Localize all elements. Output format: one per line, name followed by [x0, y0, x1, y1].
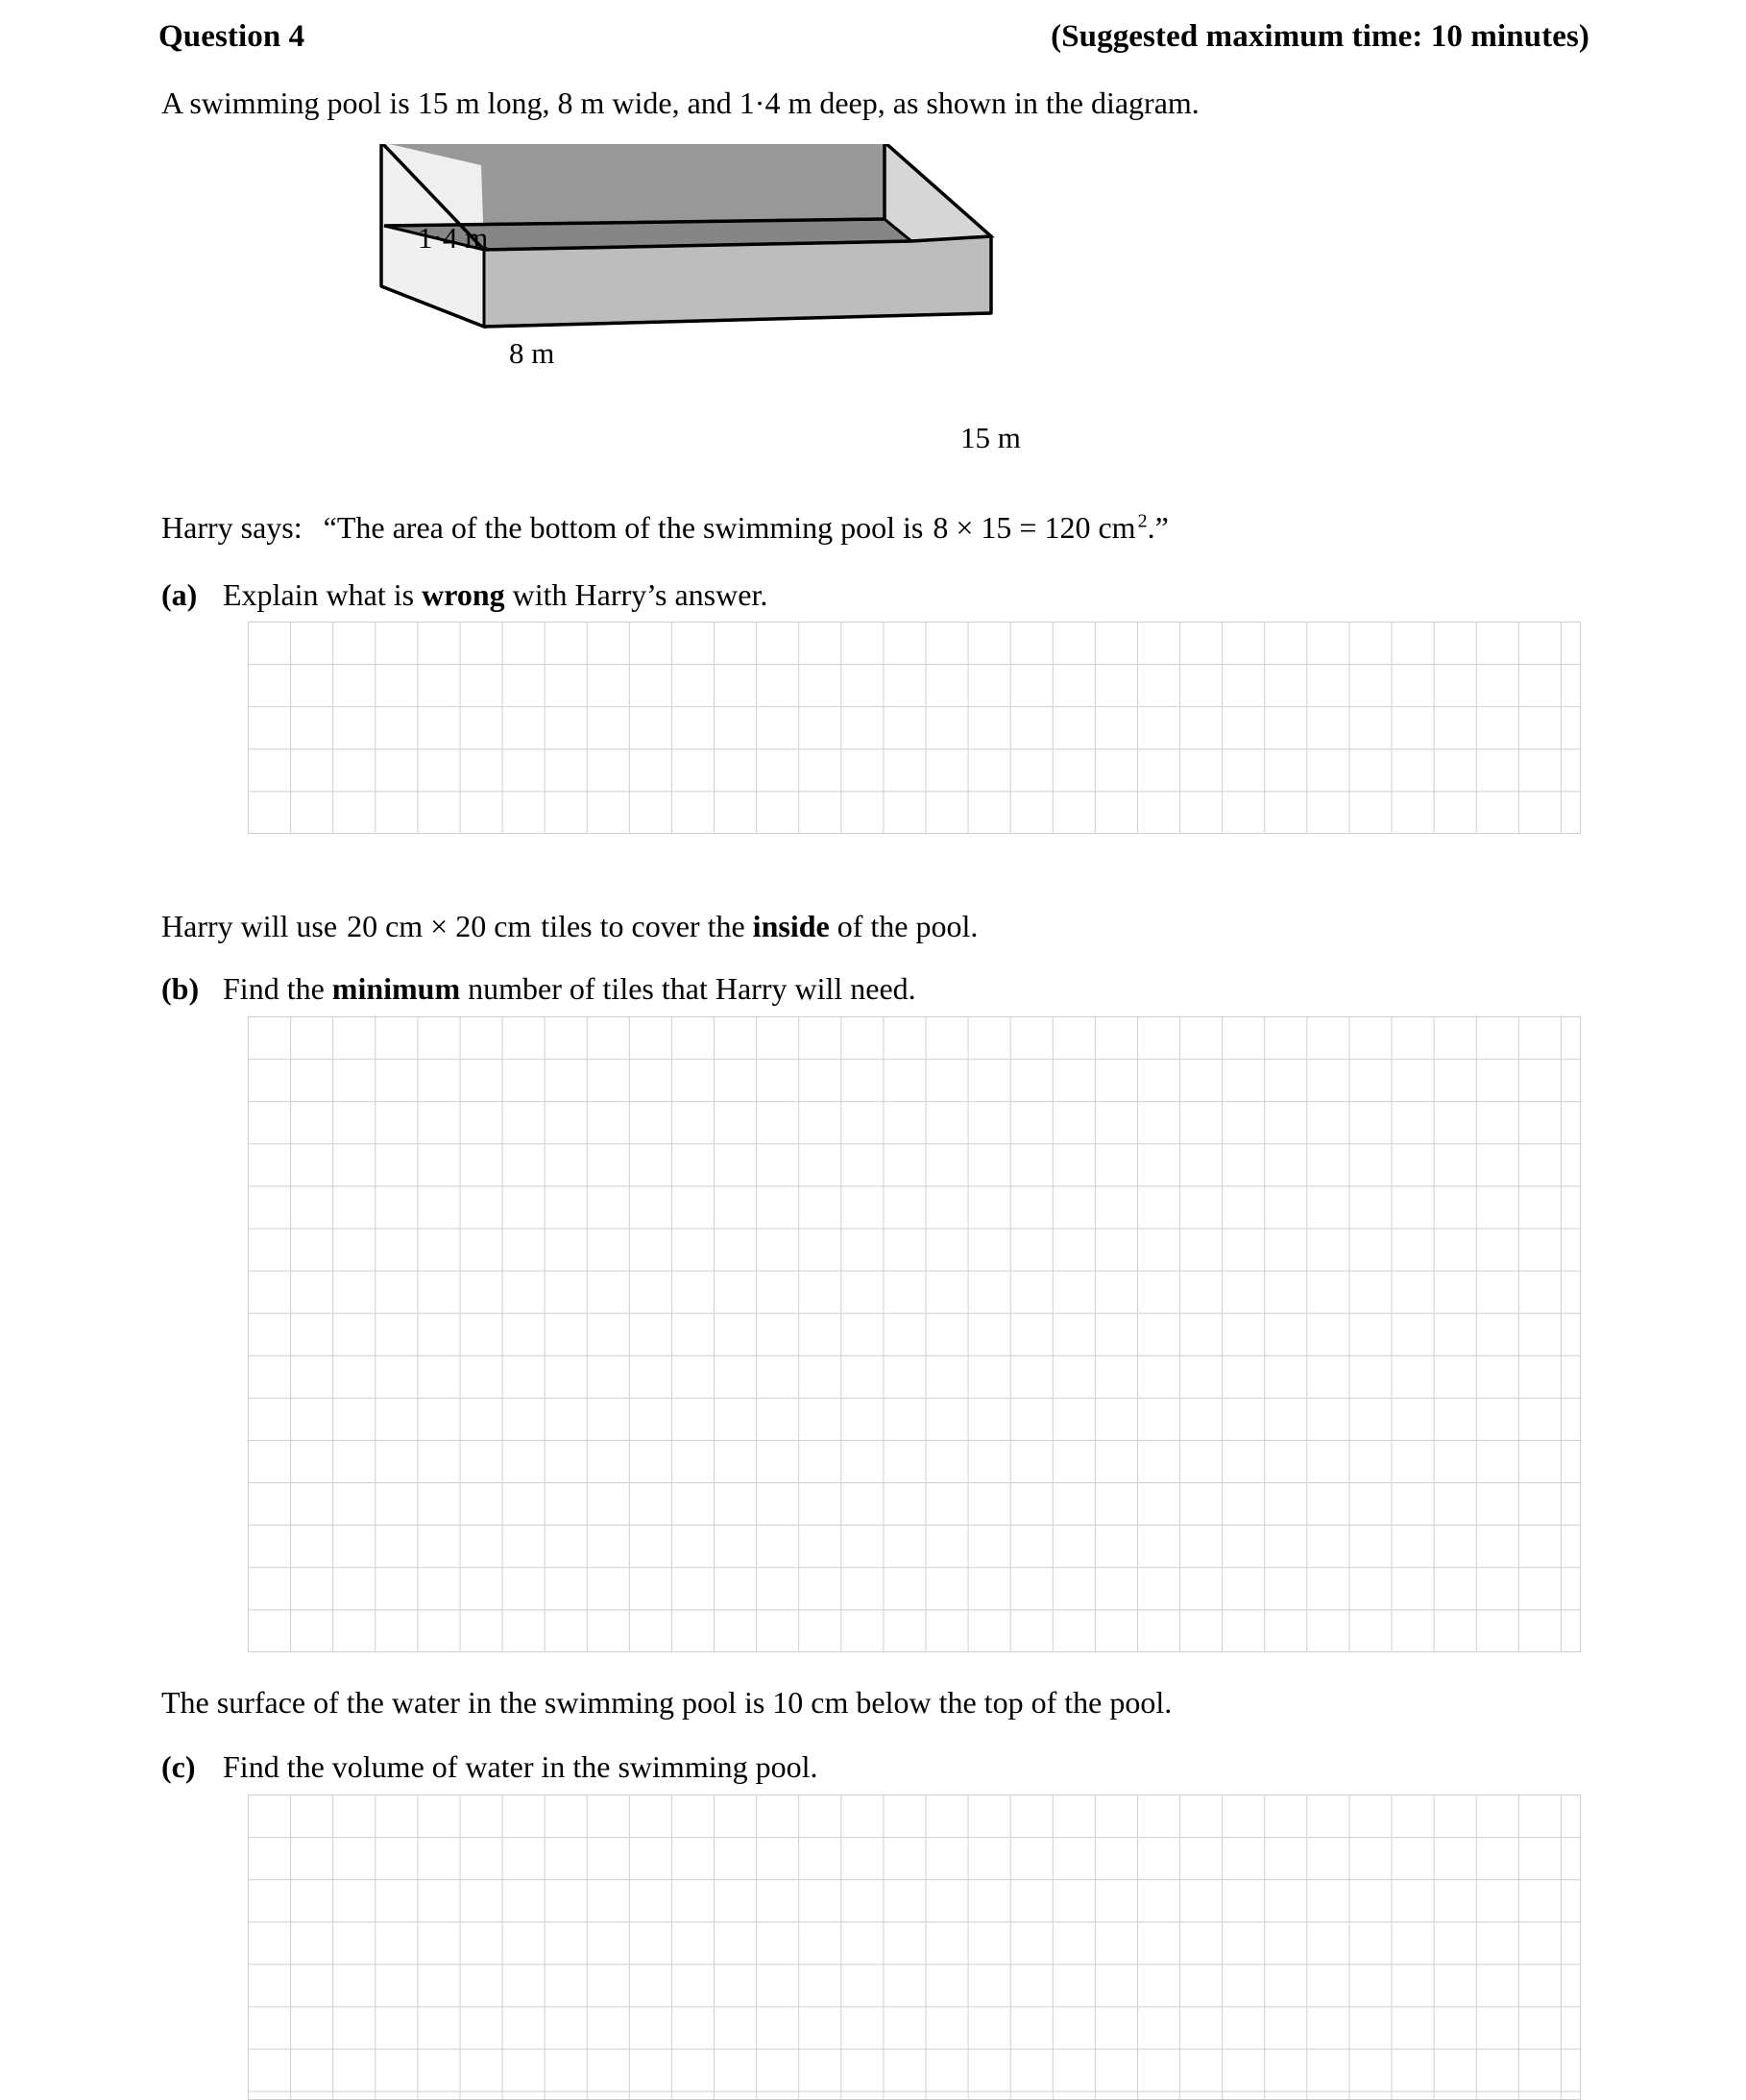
answer-grid-b[interactable]	[248, 1016, 1581, 1652]
page-title: Question 4	[158, 19, 305, 54]
dimension-label-length: 15 m	[960, 421, 1021, 454]
tiles-text-after: of the pool.	[837, 909, 979, 943]
tiles-text-middle: tiles to cover the	[541, 909, 745, 943]
part-b-text-after: number of tiles that Harry will need.	[468, 971, 916, 1006]
harry-says-quote-close: .”	[1147, 510, 1169, 545]
question-header	[158, 19, 1589, 55]
part-b-text-before: Find the	[223, 971, 325, 1006]
harry-says-lead: Harry says:	[161, 510, 303, 545]
harry-says-paragraph	[161, 509, 1169, 546]
part-c-prompt	[161, 1748, 817, 1785]
pool-diagram-render	[365, 144, 1037, 452]
pool-diagram	[365, 144, 1037, 452]
part-c-label: (c)	[161, 1749, 196, 1784]
tiles-measure: 20 cm × 20 cm	[347, 909, 532, 943]
harry-says-expression: 8 × 15 = 120 cm	[933, 510, 1136, 545]
part-c-text-before: Find the volume of water in the swimming pool.	[223, 1749, 818, 1784]
dimension-label-depth: 1·4 m	[418, 221, 489, 255]
suggested-time-note: (Suggested maximum time: 10 minutes)	[1051, 19, 1589, 54]
part-a-text-after: with Harry’s answer.	[512, 577, 768, 612]
harry-says-exponent: 2	[1137, 510, 1148, 532]
part-b-prompt	[161, 970, 916, 1007]
part-b-text-bold: minimum	[331, 971, 461, 1006]
harry-says-quote: “The area of the bottom of the swimming pool is	[323, 510, 924, 545]
part-a-text-before: Explain what is	[223, 577, 415, 612]
intro-paragraph: A swimming pool is 15 m long, 8 m wide, and 1·4 m deep, as shown in the diagram.	[161, 85, 1200, 120]
dimension-label-width: 8 m	[509, 336, 555, 370]
answer-grid-c[interactable]	[248, 1795, 1581, 2100]
part-a-text-bold: wrong	[422, 577, 505, 612]
answer-grid-a[interactable]	[248, 622, 1581, 834]
part-b-label: (b)	[161, 971, 200, 1006]
water-paragraph: The surface of the water in the swimming pool is 10 cm below the top of the pool.	[161, 1685, 1173, 1720]
tiles-text-bold: inside	[752, 909, 830, 943]
tiles-paragraph	[161, 908, 978, 944]
part-a-prompt	[161, 576, 767, 613]
part-a-label: (a)	[161, 577, 198, 612]
tiles-text-before: Harry will use	[161, 909, 338, 943]
